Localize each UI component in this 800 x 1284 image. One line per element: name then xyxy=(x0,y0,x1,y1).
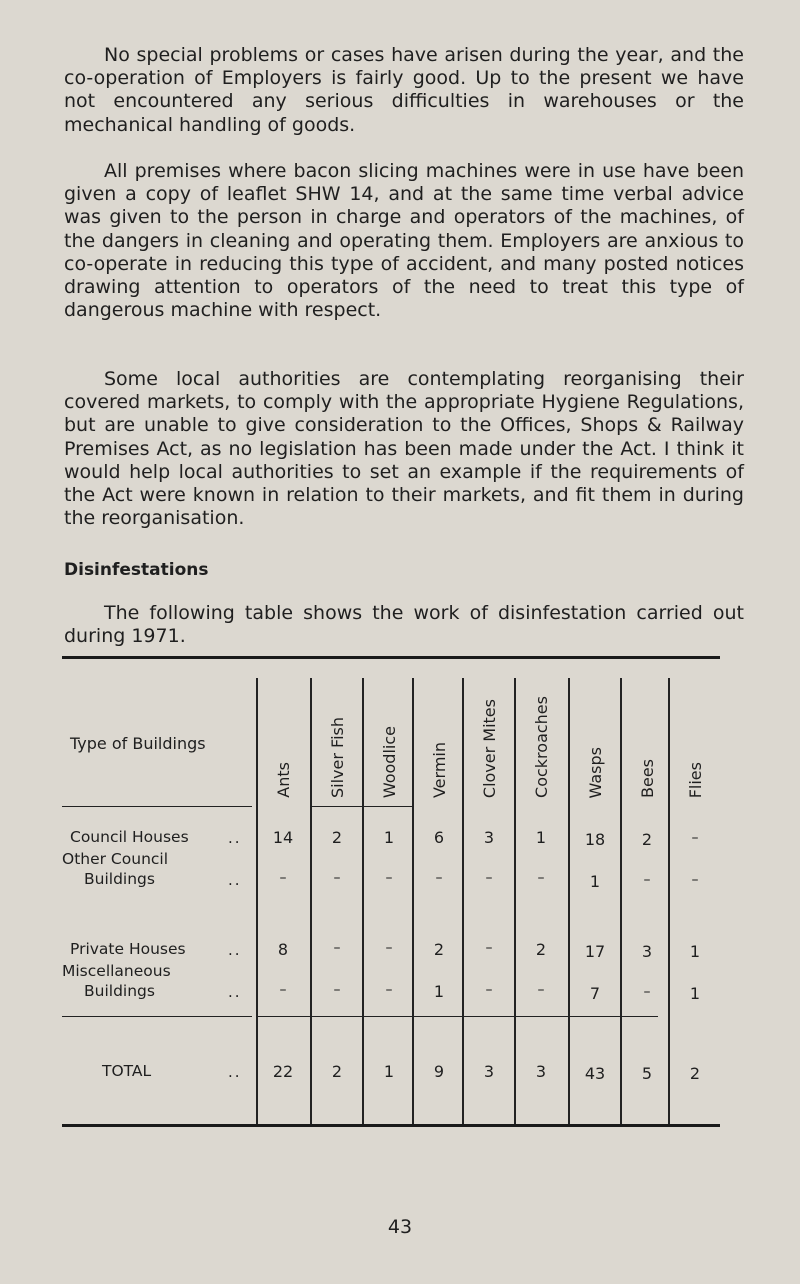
table-intro: The following table shows the work of disinfestation carried out during 1971. xyxy=(64,602,744,648)
column-header-label: Clover Mites xyxy=(479,698,499,798)
column-header-woodlice xyxy=(364,686,414,798)
table-cell: – xyxy=(691,872,699,888)
total-cell: 3 xyxy=(535,1062,547,1081)
table-cell: – xyxy=(537,982,545,998)
table-cell: – xyxy=(333,870,341,886)
row-divider xyxy=(62,806,252,807)
total-cell: 2 xyxy=(689,1064,701,1083)
column-header-label: Wasps xyxy=(585,746,605,798)
column-header-label: Woodlice xyxy=(379,725,399,798)
row-label: Private Houses xyxy=(70,940,186,958)
table-cell: – xyxy=(279,982,287,998)
table-cell: 2 xyxy=(331,828,343,847)
total-cell: 5 xyxy=(641,1064,653,1083)
leader-dots: .. xyxy=(228,1063,242,1081)
section-heading: Disinfestations xyxy=(64,560,209,580)
leader-dots: .. xyxy=(228,871,242,889)
table-cell: 7 xyxy=(589,984,601,1003)
column-header-wasps xyxy=(570,686,620,798)
table-cell: 2 xyxy=(433,940,445,959)
table-cell: 17 xyxy=(584,942,606,961)
leader-dots: .. xyxy=(228,983,242,1001)
table-cell: 1 xyxy=(535,828,547,847)
total-cell: 2 xyxy=(331,1062,343,1081)
table-top-rule xyxy=(62,656,720,659)
table-cell: 3 xyxy=(483,828,495,847)
table-cell: – xyxy=(485,982,493,998)
row-label: Buildings xyxy=(84,870,155,888)
table-cell: 3 xyxy=(641,942,653,961)
table-cell: – xyxy=(333,982,341,998)
row-divider xyxy=(62,1016,252,1017)
column-header-label: Vermin xyxy=(429,741,449,798)
table-cell: 1 xyxy=(689,942,701,961)
table-cell: 2 xyxy=(535,940,547,959)
column-header-silver-fish xyxy=(312,686,362,798)
table-cell: – xyxy=(485,870,493,886)
row-divider xyxy=(258,1016,658,1017)
disinfestation-table xyxy=(62,656,722,1128)
column-header-label: Silver Fish xyxy=(327,717,347,798)
table-cell: – xyxy=(385,940,393,956)
table-cell: 8 xyxy=(277,940,289,959)
row-label: Other Council xyxy=(62,850,169,868)
total-cell: 3 xyxy=(483,1062,495,1081)
table-cell: – xyxy=(279,870,287,886)
column-header-label: Flies xyxy=(685,761,705,798)
column-header-label: Cockroaches xyxy=(531,696,551,798)
paragraph-cooperation: No special problems or cases have arisen during the year, and the co-operation of Employers is fairly good. Up to the present we have not encountered any serious difficulties in warehouses or the mechanical handling of goods. xyxy=(64,44,744,136)
table-cell: 1 xyxy=(589,872,601,891)
column-header-clover-mites xyxy=(464,686,514,798)
table-cell: – xyxy=(435,870,443,886)
column-header-flies xyxy=(670,686,720,798)
table-cell: – xyxy=(385,870,393,886)
total-cell: 9 xyxy=(433,1062,445,1081)
total-cell: 43 xyxy=(584,1064,606,1083)
total-label: TOTAL xyxy=(102,1062,152,1080)
column-header-ants xyxy=(258,686,308,798)
leader-dots: .. xyxy=(228,941,242,959)
table-cell: – xyxy=(385,982,393,998)
paragraph-markets: Some local authorities are contemplating reorganising their covered markets, to comply with the appropriate Hygiene Regulations, but are unable to give consideration to the Offices, Shops & Railway Premises Act, as no legislation has been made under the Act. I think it would help local authorities to set an example if the requirements of the Act were known in relation to their markets, and fit them in during the reorganisation. xyxy=(64,368,744,530)
column-header-cockroaches xyxy=(516,686,566,798)
column-header-bees xyxy=(622,686,672,798)
row-divider xyxy=(312,806,412,807)
row-label: Buildings xyxy=(84,982,155,1000)
table-cell: 1 xyxy=(689,984,701,1003)
column-header-label: Ants xyxy=(273,762,293,798)
paragraph-bacon-slicing: All premises where bacon slicing machines were in use have been given a copy of leaflet SHW 14, and at the same time verbal advice was given to the person in charge and operators of the machines, of the dangers in cleaning and operating them. Employers are anxious to co-operate in reducing this type of accident, and many posted notices drawing attention to operators of the need to treat this type of dangerous machine with respect. xyxy=(64,160,744,322)
row-label: Miscellaneous xyxy=(62,962,171,980)
total-cell: 22 xyxy=(272,1062,294,1081)
table-cell: – xyxy=(537,870,545,886)
table-cell: 1 xyxy=(433,982,445,1001)
table-cell: 18 xyxy=(584,830,606,849)
table-cell: 14 xyxy=(272,828,294,847)
type-of-buildings-header: Type of Buildings xyxy=(70,734,206,753)
table-cell: – xyxy=(643,872,651,888)
table-bottom-rule xyxy=(62,1124,720,1127)
table-cell: 1 xyxy=(383,828,395,847)
leader-dots: .. xyxy=(228,829,242,847)
page-number: 43 xyxy=(387,1216,413,1238)
column-header-label: Bees xyxy=(637,759,657,798)
total-cell: 1 xyxy=(383,1062,395,1081)
row-label: Council Houses xyxy=(70,828,189,846)
column-header-vermin xyxy=(414,686,464,798)
table-cell: – xyxy=(691,830,699,846)
table-cell: – xyxy=(485,940,493,956)
table-cell: 6 xyxy=(433,828,445,847)
table-cell: – xyxy=(333,940,341,956)
table-cell: 2 xyxy=(641,830,653,849)
table-cell: – xyxy=(643,984,651,1000)
